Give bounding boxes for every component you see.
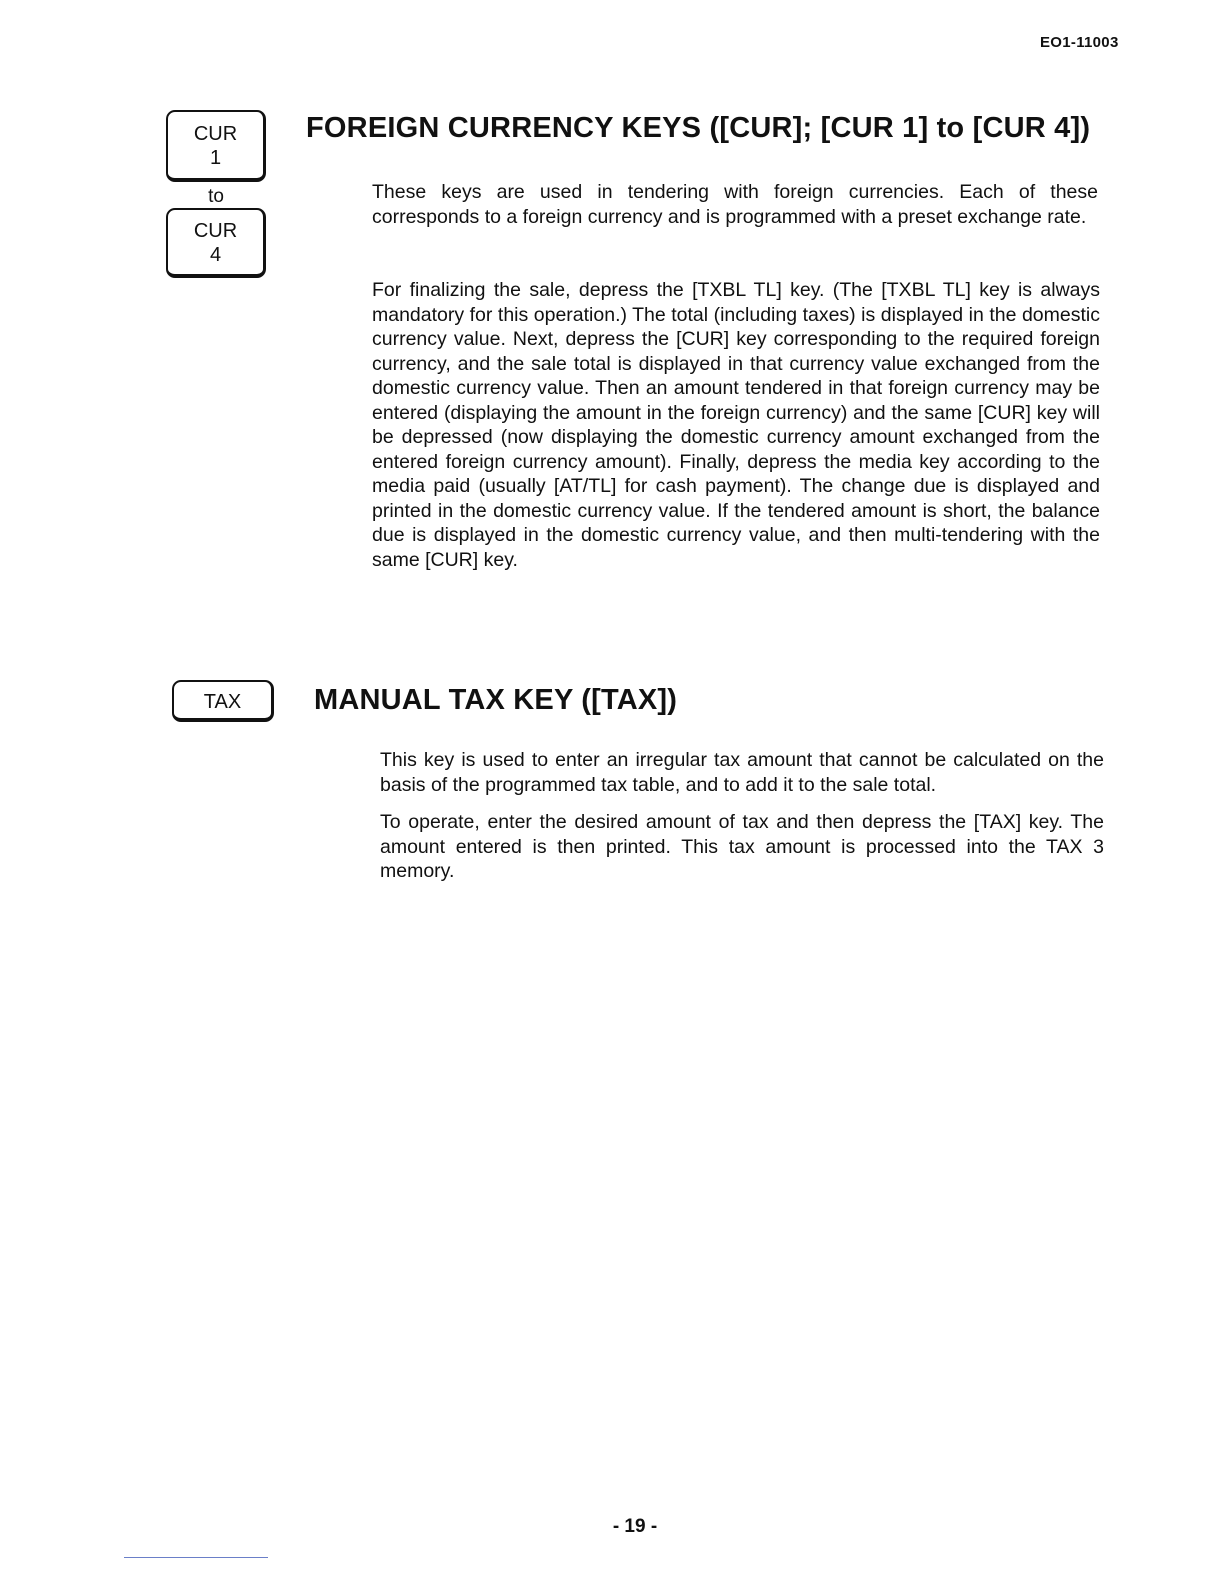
cur1-key-label-top: CUR [193,123,238,145]
tax-key-label: TAX [203,691,242,713]
footer-rule [124,1557,268,1558]
page-number: - 19 - [612,1516,658,1537]
paragraph-foreign-currency-intro: These keys are used in tendering with foreign currencies. Each of these corresponds to a foreign currency and is programmed with a preset exchange rate. [372,181,1098,228]
section-heading-manual-tax: MANUAL TAX KEY ([TAX]) [314,684,678,716]
cur4-key-label-top: CUR [193,220,238,242]
cur1-key-label-bottom: 1 [209,147,222,169]
cur1-key-icon [166,110,266,182]
cur4-key-icon [166,208,266,278]
document-number: EO1-11003 [1040,34,1119,51]
key-range-to-label: to [208,186,224,207]
section-heading-foreign-currency: FOREIGN CURRENCY KEYS ([CUR]; [CUR 1] to [CUR 4]) [306,112,1091,144]
cur4-key-label-bottom: 4 [209,244,222,266]
paragraph-manual-tax-intro: This key is used to enter an irregular tax amount that cannot be calculated on the basis of the programmed tax table, and to add it to the sale total. [380,749,1104,796]
paragraph-manual-tax-operation: To operate, enter the desired amount of tax and then depress the [TAX] key. The amount entered is then printed. This tax amount is processed into the TAX 3 memory. [380,811,1104,882]
paragraph-foreign-currency-operation: For finalizing the sale, depress the [TXBL TL] key. (The [TXBL TL] key is always mandatory for this operation.) The total (including taxes) is displayed in the domestic currency value. Next, depress the [CUR] key corresponding to the required foreign currency, and the sale total is displayed in that currency value exchanged from the domestic currency value. Then an amount tendered in that foreign currency may be entered (displaying the amount in the foreign currency) and the same [CUR] key will be depressed (now displaying the domestic currency amount exchanged from the entered foreign currency amount). Finally, depress the media key according to the media paid (usually [AT/TL] for cash payment). The change due is displayed and printed in the domestic currency value. If the tendered amount is short, the balance due is displayed in the domestic currency value, and then multi-tendering with the same [CUR] key. [372,279,1100,571]
tax-key-icon [172,680,274,722]
